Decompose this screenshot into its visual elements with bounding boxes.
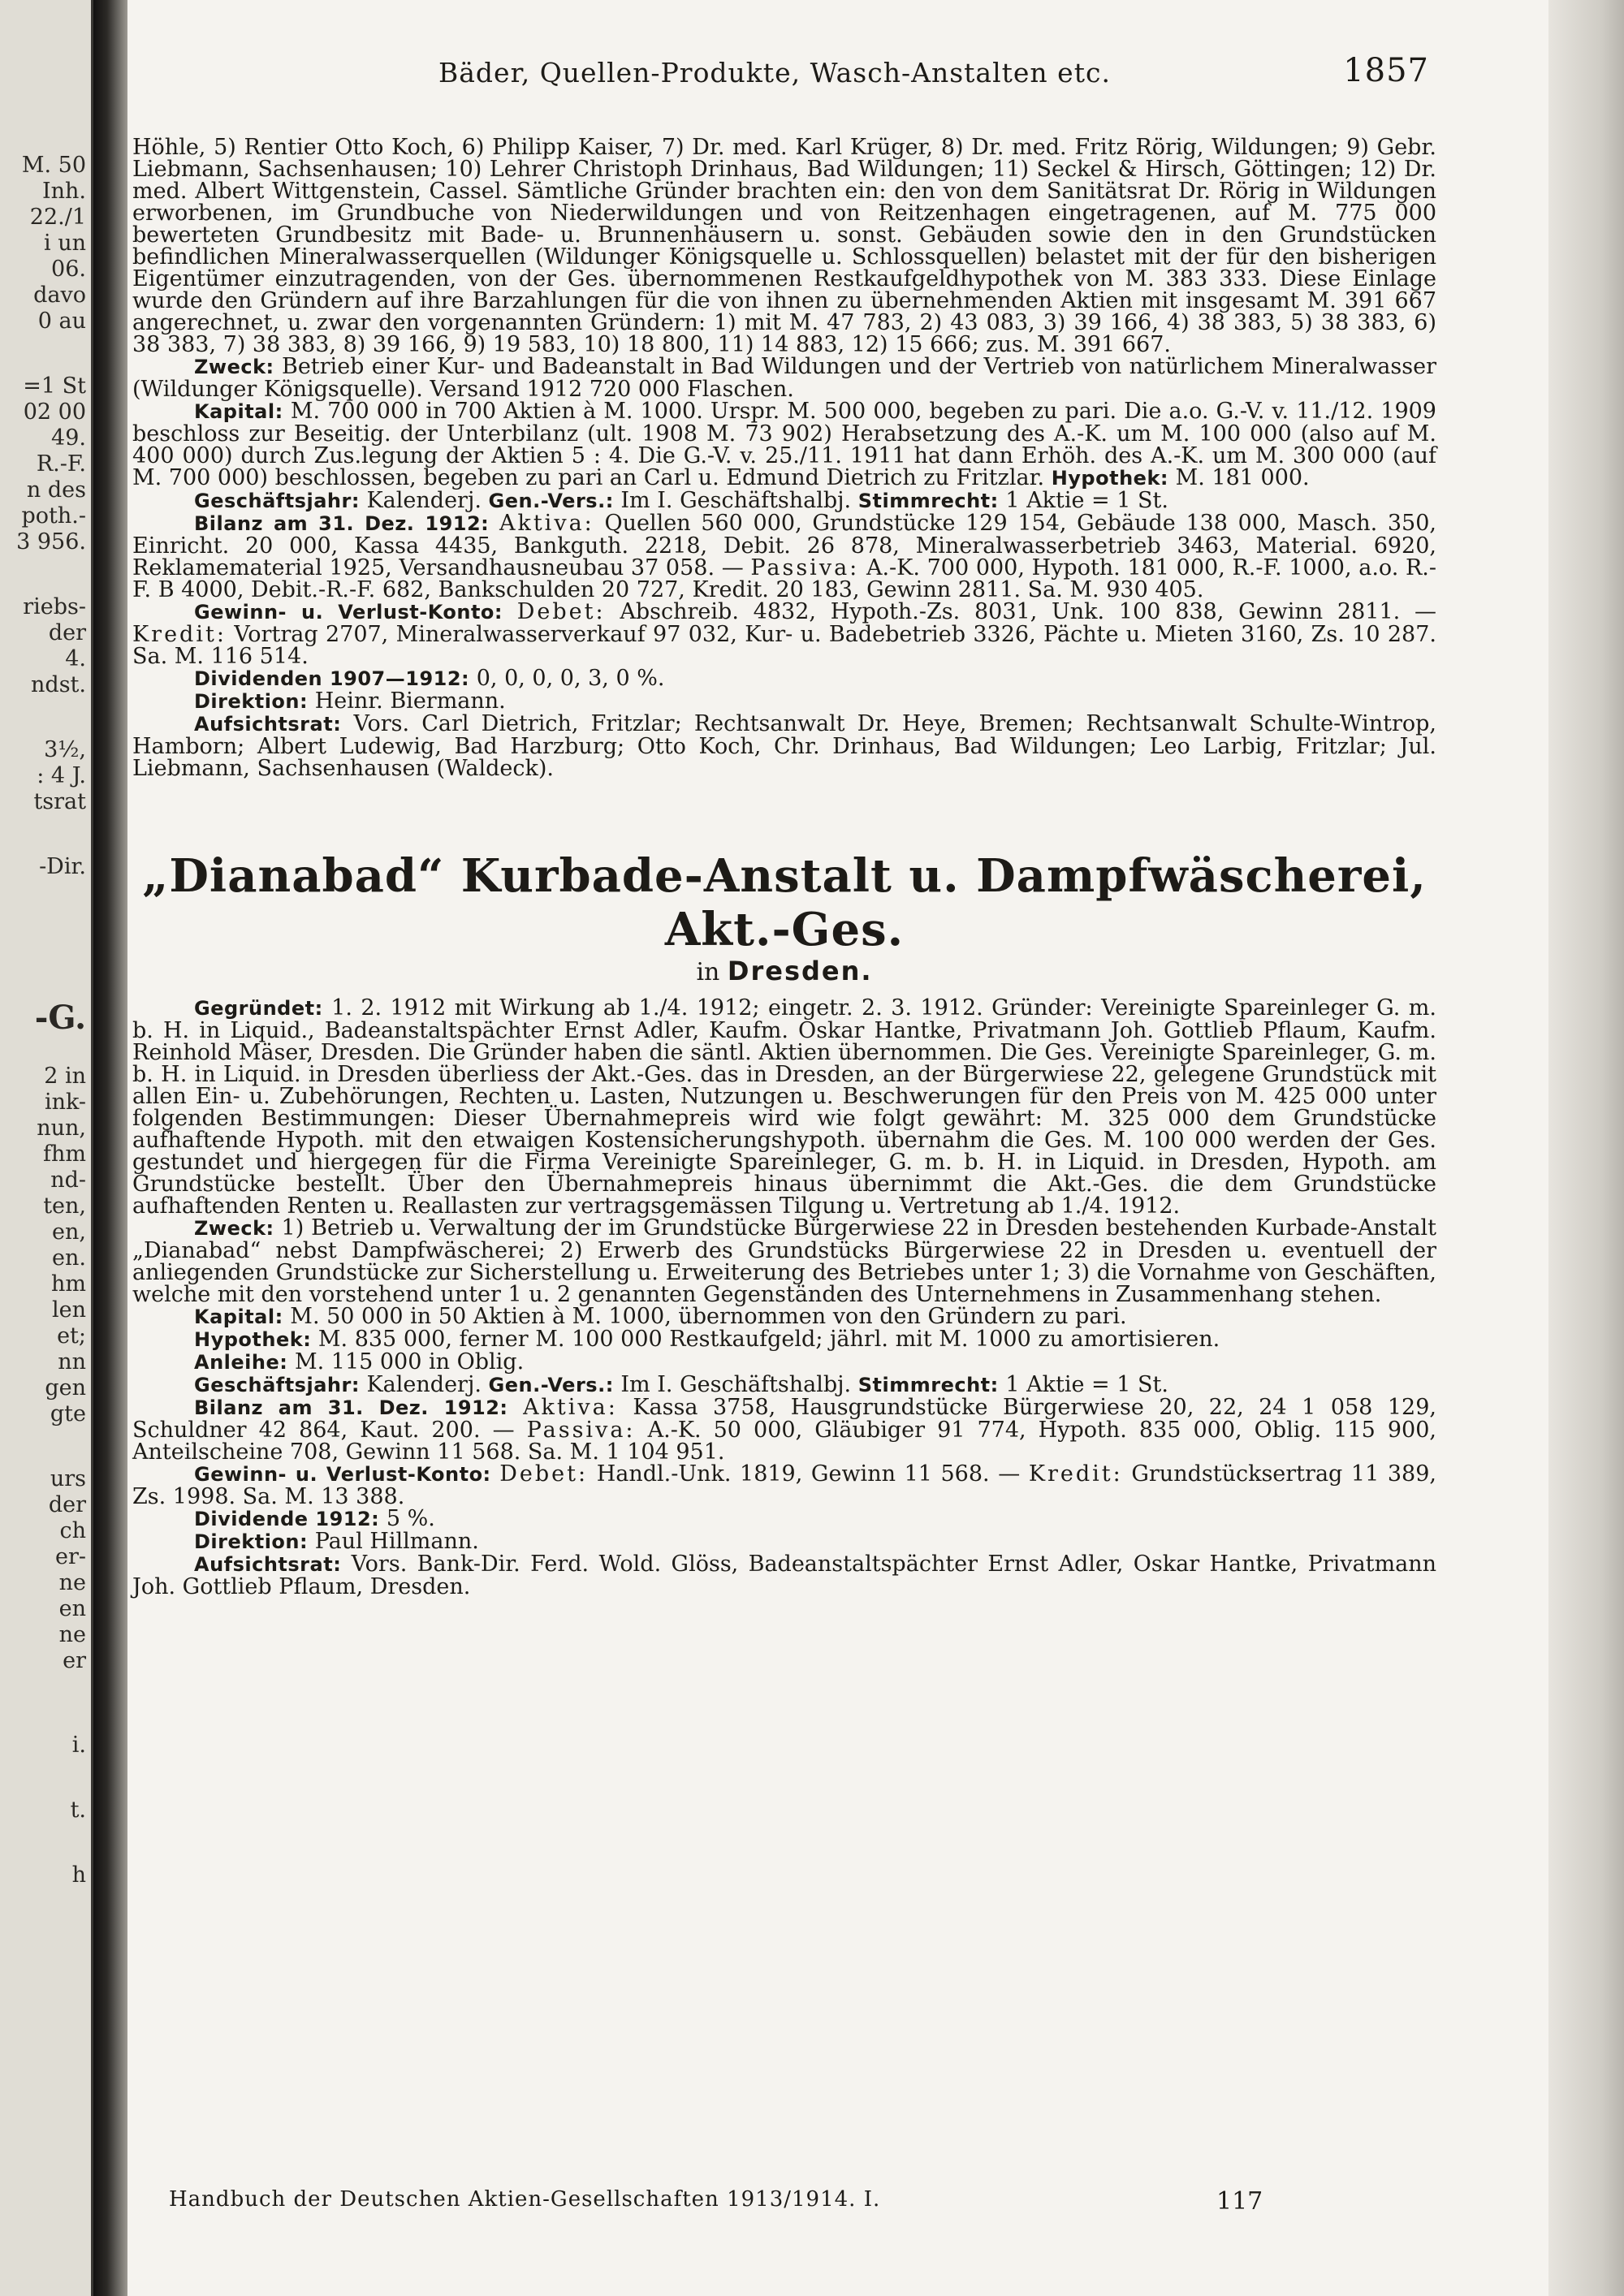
left-page-fragment: en	[58, 1596, 86, 1621]
bilanz	[132, 1396, 1436, 1463]
prev-passiva-text: A.-K. 700 000, Hypoth. 181 000, R.-F. 1000, a.o. R.-F. B 4000, Debit.-R.-F. 682, Bankschulden 20 727, Kredit. 20 183, Gewinn 2811. Sa. M. 930 405.	[132, 555, 1436, 602]
left-page-fragment: poth.-	[21, 503, 86, 529]
left-page-fragment: tsrat	[33, 789, 86, 814]
prev-guv-label: Gewinn- u. Verlust-Konto:	[194, 601, 503, 624]
direktion-text: Paul Hillmann.	[314, 1529, 479, 1554]
kapital-label: Kapital:	[194, 1306, 283, 1328]
left-page-fragment: 49.	[51, 425, 86, 451]
footer-page-number: 117	[1216, 2187, 1263, 2216]
stimmrecht-text: 1 Aktie = 1 St.	[1005, 1372, 1168, 1397]
page-edge-right	[1548, 0, 1624, 2296]
gj-text: Kalenderj.	[366, 1372, 482, 1397]
left-page-fragment: ne	[58, 1622, 86, 1647]
prev-kapital	[132, 400, 1436, 490]
left-page-fragment: -G.	[34, 999, 86, 1037]
footer-text: Handbuch der Deutschen Aktien-Gesellschaften 1913/1914. I.	[169, 2187, 881, 2212]
left-page-fragment: fhm	[43, 1142, 86, 1167]
left-page-fragment: 3 956.	[16, 529, 86, 555]
guv	[132, 1463, 1436, 1508]
left-page-fragment: 0 au	[37, 309, 86, 334]
left-page-fragment: en.	[52, 1245, 86, 1271]
book-gutter	[93, 0, 127, 2296]
prev-bilanz	[132, 512, 1436, 601]
geschaeftsjahr	[132, 1374, 1436, 1396]
prev-zweck	[132, 356, 1436, 400]
prev-hypothek-text: M. 181 000.	[1175, 465, 1310, 490]
left-page-fragment: et;	[57, 1323, 86, 1349]
bilanz-label: Bilanz am 31. Dez. 1912:	[194, 1396, 508, 1419]
left-page-fragment: ch	[59, 1518, 86, 1543]
left-page-fragment: -Dir.	[39, 854, 86, 879]
left-page-fragment: gen	[45, 1375, 86, 1400]
prev-aktiva-label: Aktiva:	[499, 511, 594, 536]
left-page-fragment: ne	[58, 1570, 86, 1595]
aufsichtsrat-text: Vors. Bank-Dir. Ferd. Wold. Glöss, Badeanstaltspächter Ernst Adler, Oskar Hantke, Privatmann Joh. Gottlieb Pflaum, Dresden.	[132, 1552, 1436, 1599]
page-number: 1857	[1343, 52, 1429, 89]
left-page-fragment: Inh.	[41, 179, 86, 204]
left-page-fragment: 3½,	[44, 737, 86, 762]
prev-stimmrecht-text: 1 Aktie = 1 St.	[1005, 488, 1168, 513]
dividende	[132, 1508, 1436, 1530]
prev-gj-text: Kalenderj.	[366, 488, 482, 513]
aufsichtsrat-label: Aufsichtsrat:	[194, 1553, 342, 1576]
left-page-fragment: 02 00	[23, 399, 86, 425]
left-page-fragment: der	[48, 1492, 86, 1517]
aktiva-label: Aktiva:	[523, 1395, 618, 1420]
prev-genvers-label: Gen.-Vers.:	[488, 490, 614, 512]
prev-kredit-label: Kredit:	[132, 622, 227, 647]
hypothek-text: M. 835 000, ferner M. 100 000 Restkaufgeld; jährl. mit M. 1000 zu amortisieren.	[317, 1327, 1220, 1352]
left-page-fragment: len	[51, 1297, 86, 1323]
left-page-fragment: ndst.	[31, 672, 86, 697]
aktiva-text: Kassa 3758, Hausgrundstücke Bürgerwiese 20, 22, 24 1 058 129, Schuldner 42 864, Kaut. 200. —	[132, 1395, 1436, 1443]
previous-page-edge	[0, 0, 93, 2296]
aufsichtsrat	[132, 1553, 1436, 1598]
prev-kapital-label: Kapital:	[194, 400, 283, 423]
left-page-fragment: urs	[50, 1466, 86, 1491]
prev-direktion-text: Heinr. Biermann.	[314, 688, 506, 714]
city-name: Dresden.	[727, 956, 873, 986]
page-content	[132, 136, 1436, 1598]
left-page-fragment: nd-	[50, 1167, 86, 1193]
hypothek	[132, 1328, 1436, 1351]
kredit-label: Kredit:	[1028, 1461, 1123, 1487]
left-page-fragment: t.	[70, 1798, 86, 1823]
left-page-fragment: M. 50	[21, 153, 86, 178]
left-page-fragment: nn	[58, 1349, 86, 1375]
prev-aufsichtsrat-text: Vors. Carl Dietrich, Fritzlar; Rechtsanwalt Dr. Heye, Bremen; Rechtsanwalt Schulte-Wintrop, Hamborn; Albert Ludewig, Bad Harzburg; Otto Koch, Chr. Drinhaus, Bad Wildungen; Leo Larbig, Fritzlar; Jul. Liebmann, Sachsenhausen (Waldeck).	[132, 711, 1436, 781]
left-page-fragment: nun,	[37, 1116, 86, 1141]
gj-label: Geschäftsjahr:	[194, 1374, 360, 1396]
left-page-fragment: er	[63, 1648, 86, 1673]
left-page-fragment: =1 St	[23, 373, 86, 399]
left-page-fragment: davo	[33, 283, 86, 308]
prev-kapital-text: M. 700 000 in 700 Aktien à M. 1000. Urspr. M. 500 000, begeben zu pari. Die a.o. G.-V. v. 11./12. 1909 beschloss zur Beseitig. der Unterbilanz (ult. 1908 M. 73 902) Herabsetzung des A.-K. um M. 100 000 (also auf M. 400 000) durch Zus.legung der Aktien 5 : 4. Die G.-V. v. 25./11. 1911 hat dann Erhöh. des A.-K. um M. 300 000 (auf M. 700 000) beschlossen, begeben zu pari an Carl u. Edmund Dietrich zu Fritzlar.	[132, 399, 1436, 490]
prev-aufsichtsrat	[132, 713, 1436, 779]
company-title: „Dianabad“ Kurbade-Anstalt u. Dampfwäscherei, Akt.-Ges.	[142, 849, 1427, 956]
left-page-fragment: n des	[26, 477, 86, 503]
prev-kredit-text: Vortrag 2707, Mineralwasserverkauf 97 032, Kur- u. Badebetrieb 3326, Pächte u. Mieten 3160, Zs. 10 287. Sa. M. 116 514.	[132, 622, 1436, 669]
prev-stimmrecht-label: Stimmrecht:	[857, 490, 999, 512]
direktion-label: Direktion:	[194, 1530, 309, 1553]
company-city	[132, 956, 1436, 987]
left-page-fragment: gte	[50, 1401, 86, 1426]
kredit-text: Grundstücksertrag 11 389, Zs. 1998. Sa. M. 13 388.	[132, 1461, 1436, 1509]
anleihe	[132, 1351, 1436, 1374]
prev-debet-label: Debet:	[516, 599, 606, 624]
zweck-label: Zweck:	[194, 1217, 274, 1240]
anleihe-label: Anleihe:	[194, 1351, 288, 1374]
prev-zweck-text: Betrieb einer Kur- und Badeanstalt in Bad Wildungen und der Vertrieb von natürlichem Mineralwasser (Wildunger Königsquelle). Versand 1912 720 000 Flaschen.	[132, 354, 1436, 402]
left-page-fragment: riebs-	[23, 594, 86, 619]
kapital	[132, 1306, 1436, 1328]
dividende-label: Dividende 1912:	[194, 1508, 380, 1530]
left-page-fragment: en,	[52, 1219, 86, 1245]
prev-gj-label: Geschäftsjahr:	[194, 490, 360, 512]
guv-label: Gewinn- u. Verlust-Konto:	[194, 1463, 491, 1486]
prev-bilanz-label: Bilanz am 31. Dez. 1912:	[194, 512, 490, 535]
left-page-fragment: 22./1	[29, 205, 86, 230]
city-prefix: in	[696, 958, 720, 986]
prev-direktion	[132, 690, 1436, 713]
debet-text: Handl.-Unk. 1819, Gewinn 11 568. —	[596, 1461, 1021, 1487]
prev-direktion-label: Direktion:	[194, 690, 309, 713]
left-page-fragment: i un	[44, 231, 86, 256]
left-page-fragment: er-	[54, 1544, 86, 1569]
passiva-label: Passiva:	[526, 1418, 636, 1443]
left-page-fragment: 4.	[65, 646, 86, 671]
genvers-text: Im I. Geschäftshalbj.	[620, 1372, 852, 1397]
left-page-fragment: 2 in	[44, 1064, 86, 1089]
left-page-fragment: i.	[71, 1733, 86, 1758]
hypothek-label: Hypothek:	[194, 1328, 312, 1351]
gegruendet-text: 1. 2. 1912 mit Wirkung ab 1./4. 1912; eingetr. 2. 3. 1912. Gründer: Vereinigte Spareinleger G. m. b. H. in Liquid., Badeanstaltspächter Ernst Adler, Kaufm. Oskar Hantke, Privatmann Joh. Gottlieb Pflaum, Kaufm. Reinhold Mäser, Dresden. Die Gründer haben die säntl. Aktien übernommen. Die Ges. Vereinigte Spareinleger, G. m. b. H. in Liquid. in Dresden überliess der Akt.-Ges. das in Dresden, an der Bürgerwiese 22, gelegene Grundstück mit allen Ein- u. Zubehörungen, Rechten u. Lasten, Nutzungen u. Beschwerungen für den Preis von M. 425 000 unter folgenden Bestimmungen: Dieser Übernahmepreis wird wie folgt gewährt: M. 325 000 dem Grundstücke aufhaftende Hypoth. mit den etwaigen Kostensicherungshypoth. übernahm die Ges. M. 100 000 werden der Ges. gestundet und hiergegen für die Firma Vereinigte Spareinleger, G. m. b. H. in Liquid. in Dresden, Hypoth. am Grundstücke bestellt. Über den Übernahmepreis hinaus übernimmt die Akt.-Ges. die dem Grundstücke aufhaftenden Renten u. Reallasten zur vertragsgemässen Tilgung u. Vertretung ab 1./4. 1912.	[132, 995, 1436, 1219]
prev-geschaeftsjahr	[132, 490, 1436, 512]
prev-dividenden	[132, 667, 1436, 690]
prev-aktiva-text: Quellen 560 000, Grundstücke 129 154, Gebäude 138 000, Masch. 350, Einricht. 20 000, Kassa 4435, Bankguth. 2218, Debit. 26 878, Mineralwasserbetrieb 3463, Material. 6920, Reklamematerial 1925, Versandhausneubau 37 058. —	[132, 511, 1436, 580]
stimmrecht-label: Stimmrecht:	[857, 1374, 999, 1396]
left-page-fragment: hm	[51, 1271, 86, 1297]
prev-hypothek-label: Hypothek:	[1051, 467, 1168, 490]
left-page-fragment: : 4 J.	[37, 763, 86, 788]
left-page-fragment: ten,	[43, 1193, 86, 1219]
dividende-text: 5 %.	[386, 1506, 435, 1531]
prev-founders-text: Höhle, 5) Rentier Otto Koch, 6) Philipp Kaiser, 7) Dr. med. Karl Krüger, 8) Dr. med. Fritz Rörig, Wildungen; 9) Gebr. Liebmann, Sachsenhausen; 10) Lehrer Christoph Drinhaus, Bad Wildungen; 11) Seckel & Hirsch, Göttingen; 12) Dr. med. Albert Wittgenstein, Cassel. Sämtliche Gründer brachten ein: den von dem Sanitätsrat Dr. Rörig in Wildungen erworbenen, im Grundbuche von Niederwildungen und von Reitzenhagen eingetragenen, auf M. 775 000 bewerteten Grundbesitz mit Bade- u. Brunnenhäusern u. sonst. Gebäuden sowie den in den Grundstücken befindlichen Mineralwasserquellen (Wildunger Königsquelle u. Schlossquellen) belastet mit der für den bisherigen Eigentümer einzutragenden, von der Ges. übernommenen Restkaufgeldhypothek von M. 383 333. Diese Einlage wurde den Gründern auf ihre Barzahlungen für die von ihnen zu übernehmenden Aktien mit insgesamt M. 391 667 angerechnet, u. zwar den vorgenannten Gründern: 1) mit M. 47 783, 2) 43 083, 3) 39 166, 4) 38 383, 5) 38 383, 6) 38 383, 7) 38 383, 8) 39 166, 9) 19 583, 10) 18 800, 11) 14 883, 12) 15 666; zus. M. 391 667.	[132, 135, 1436, 357]
kapital-text: M. 50 000 in 50 Aktien à M. 1000, übernommen von den Gründern zu pari.	[290, 1304, 1127, 1329]
debet-label: Debet:	[499, 1461, 589, 1487]
direktion	[132, 1530, 1436, 1553]
left-page-fragment: 06.	[51, 257, 86, 282]
passiva-text: A.-K. 50 000, Gläubiger 91 774, Hypoth. 835 000, Oblig. 115 900, Anteilscheine 708, Gewinn 11 568. Sa. M. 1 104 951.	[132, 1418, 1436, 1465]
left-page-fragment: h	[71, 1862, 86, 1888]
prev-dividenden-text: 0, 0, 0, 0, 3, 0 %.	[476, 666, 665, 691]
left-page-fragment: der	[48, 620, 86, 645]
prev-guv	[132, 601, 1436, 667]
prev-dividenden-label: Dividenden 1907—1912:	[194, 667, 470, 690]
left-page-fragment: R.-F.	[36, 451, 86, 477]
prev-zweck-label: Zweck:	[194, 356, 274, 378]
genvers-label: Gen.-Vers.:	[488, 1374, 614, 1396]
gegruendet	[132, 997, 1436, 1217]
zweck-text: 1) Betrieb u. Verwaltung der im Grundstücke Bürgerwiese 22 in Dresden bestehenden Kurbade-Anstalt „Dianabad“ nebst Dampfwäscherei; 2) Erwerb des Grundstücks Bürgerwiese 22 in Dresden u. eventuell der anliegenden Grundstücke zur Sicherstellung u. Erweiterung des Betriebes unter 1; 3) die Vornahme von Geschäften, welche mit den vorstehend unter 1 u. 2 genannten Gegenständen des Unternehmens in Zusammenhang stehen.	[132, 1215, 1436, 1307]
running-title: Bäder, Quellen-Produkte, Wasch-Anstalten etc.	[438, 57, 1111, 88]
prev-aufsichtsrat-label: Aufsichtsrat:	[194, 713, 342, 736]
gegruendet-label: Gegründet:	[194, 997, 323, 1020]
left-page-fragment: ink-	[44, 1090, 86, 1115]
prev-debet-text: Abschreib. 4832, Hypoth.-Zs. 8031, Unk. 100 838, Gewinn 2811. —	[620, 599, 1436, 624]
prev-passiva-label: Passiva:	[750, 555, 860, 580]
anleihe-text: M. 115 000 in Oblig.	[294, 1349, 525, 1375]
zweck	[132, 1217, 1436, 1306]
prev-genvers-text: Im I. Geschäftshalbj.	[620, 488, 852, 513]
